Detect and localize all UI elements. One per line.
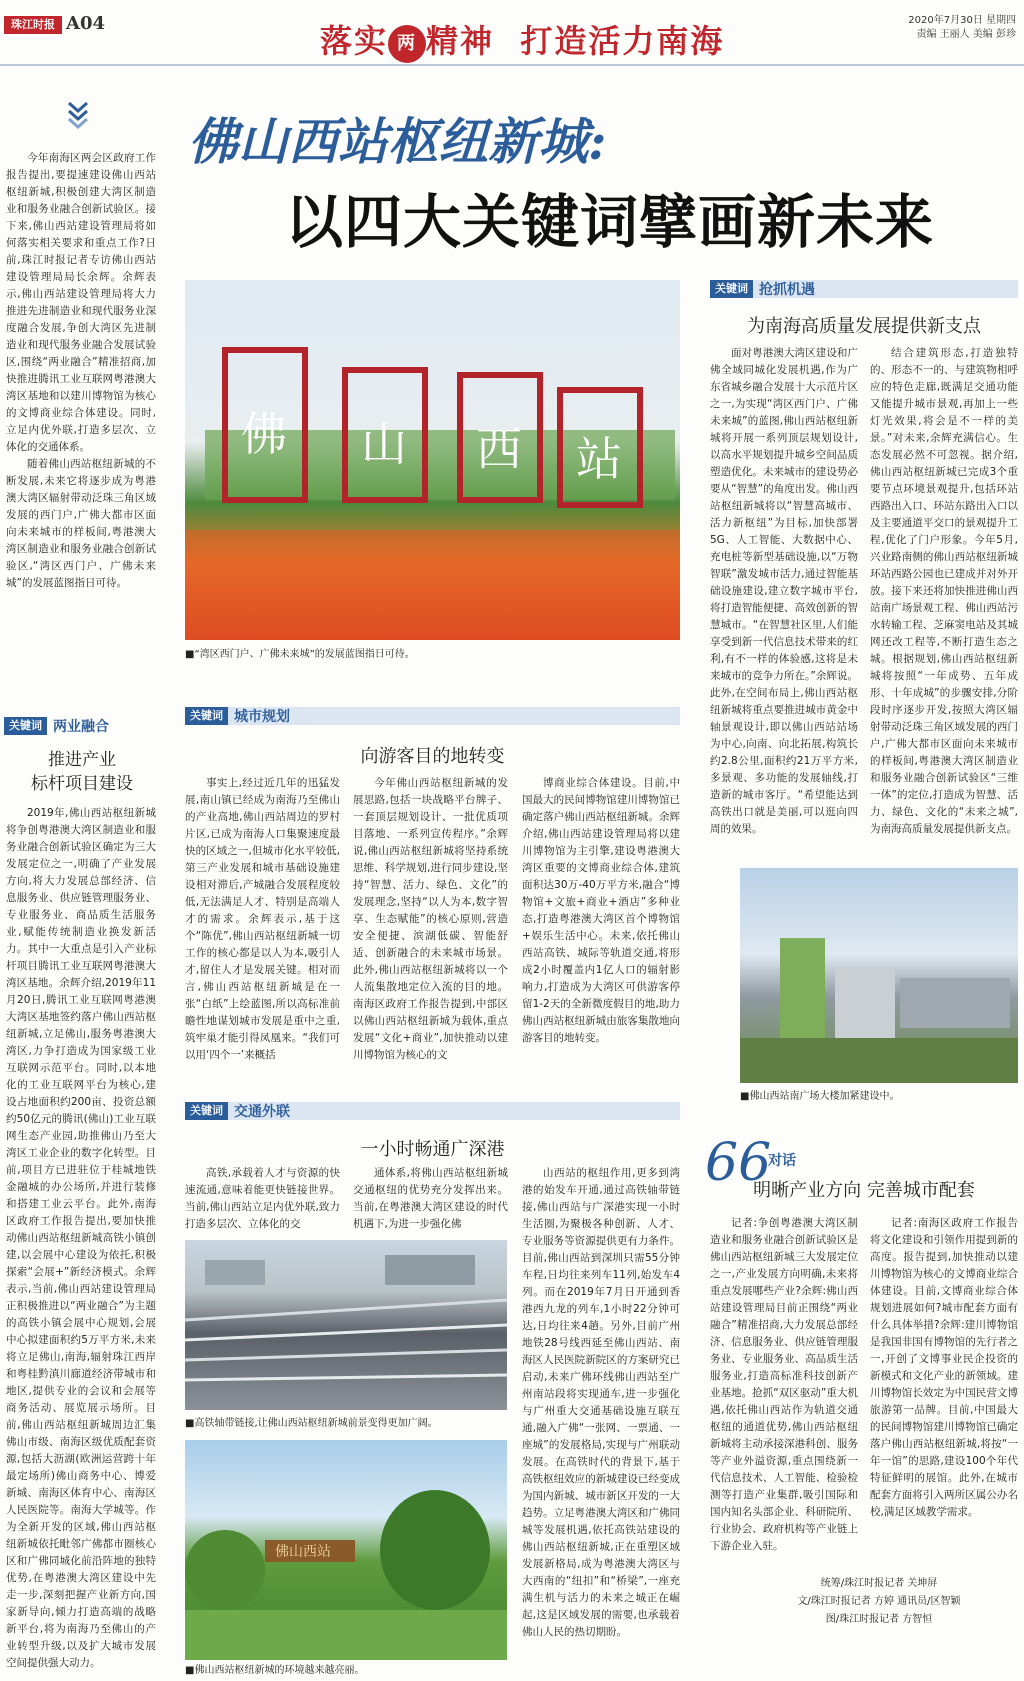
section-subhead-3: 一小时畅通广深港 (360, 1139, 505, 1160)
newspaper-logo: 珠江时报 (4, 16, 62, 34)
building-site (740, 868, 1018, 1083)
subhead-line-2: 标杆项目建设 (31, 774, 133, 794)
section-3-col-2: 通体系,将佛山西站枢纽新城交通枢纽的优势充分发挥出来。当前,在粤港澳大湾区建设的时代机遇下,为进一步强化佛 (353, 1167, 508, 1230)
railway-photo-caption: ■高铁轴带链接,让佛山西站枢纽新城前景变得更加广阔。 (185, 1418, 438, 1429)
section-3-col-3: 山西站的枢纽作用,更多到湾港的始发车开通,通过高铁轴带链接,佛山西站与广深港实现一小时生活圈,为聚极各种创新、人才、专业服务等资源提供更有力条件。目前,佛山西站到深圳只需55分钟车程,日均往来列车11列,始发车4列。而在2019年7月日开通到香港西九龙的列车,1小时22分钟可达,日均往来4趟。另外,目前广州地铁28号线西延至佛山西站、南海区人民医院新院区的方案研究已启动,未来广佛环线佛山西站至广州南站段将实现通车,进一步强化与广州重大交通基础设施互联互通,融入广佛“一张网、一票通、一座城”的发展格局,实现与广州联动发展。在高铁时代的背景下,基于高铁枢纽效应的新城建设已经变成为国内新城、城市新区开发的一大趋势。立足粤港澳大湾区和广佛同城等发展机遇,依托高铁站建设的佛山西站枢纽新城,正在重塑区域发展新格局,成为粤港澳大湾区与大西南的“纽扣”和“桥梁”,一座充满生机与活力的未来之城正在崛起,这是区域发展的需要,也承载着佛山人民的热切期盼。 (522, 1167, 680, 1638)
sign-char-3: 西 (476, 422, 522, 476)
section-subhead-1 (4, 748, 160, 796)
banner-mid: 精神 (426, 22, 495, 60)
train-tracks (185, 1240, 507, 1410)
sign-char-2: 山 (361, 417, 407, 471)
section-1-body: 2019年,佛山西站枢纽新城将争创粤港澳大湾区制造业和服务业融合创新试验区确定为三大发展定位之一,明确了产业发展方向,将大力发展总部经济、信息服务业、供应链管理服务业、专业服务业、商品质生活服务业,赋能传统制造业换发新活力。其中一大重点是引入产业标杆项目腾讯工业互联网粤港澳大湾区基地。余辉介绍,2019年11月20日,腾讯工业互联网粤港澳大湾区基地签约落户佛山西站枢纽新城,立足佛山,服务粤港澳大湾区,力争打造成为国家级工业互联网示范平台。同时,以本地化的工业互联网平台为核心,建设占地面积约200亩、投资总额约50亿元的腾讯(佛山)工业互联网生态产业园,助推佛山乃至大湾区工业企业的数字化转型。目前,项目方已进驻位于桂城地铁金融城的办公场所,并进行装修和搭建工业云平台。此外,南海区政府工作报告提出,要加快推动佛山西站枢纽新城高铁小镇创建,以会展中心建设为依托,积极探索“会展+”新经济模式。余辉表示,当前,佛山西站建设管理局正积极推进以“两业融合”为主题的高铁小镇会展中心规划,会展中心拟建面积约5万平方米,未来将立足佛山,南海,辐射珠江西岸和粤桂黔滇川廊道经济带城市和地区,提供专业的会议和会展等商务活动、展览展示场所。目前,佛山西站枢纽新城周边汇集佛山市级、南海区级优质配套资源,包括大沥湖(欧洲运营跨十年最定场所)佛山商务中心、博爱新城、南海区体育中心、南海区人民医院等。南海大学城等。作为全新开发的区域,佛山西站枢纽新城依托毗邻广佛都市圈核心区和广佛同城化前沿阵地的独特优势,在粤港澳大湾区建设中先走一步,深刻把握产业新方向,国家新导向,倾力打造高端的战略新平台,将为南海乃至佛山的产业转型升级,以及扩大城市发展空间提供强大动力。 (6, 807, 156, 1669)
credit-line-2: 文/珠江时报记者 方婷 通讯员/区智颖 (797, 1596, 961, 1607)
subhead-line-1: 推进产业 (48, 750, 116, 770)
page-number: A04 (66, 13, 106, 34)
credit-line-3: 图/珠江时报记者 方智恒 (825, 1614, 933, 1625)
intro-paragraph-2: 随着佛山西站枢纽新城的不断发展,未来它将逐步成为粤港澳大湾区辐射带动泛珠三角区域发展的西门户,广佛大都市区面向未来城市的样板间,粤港澳大湾区制造业和服务业融合创新试验区,“湾区西门户、广佛未来城”的发展蓝图指日可待。 (6, 458, 156, 589)
section-title: 两业融合 (53, 719, 109, 735)
landscape-photo (185, 1440, 507, 1660)
section-4-col-1: 面对粤港澳大湾区建设和广佛全域同城化发展机遇,作为广东省城乡融合发展十大示范片区之一,为实现“湾区西门户、广佛未来城”的蓝图,佛山西站枢纽新城将开展一系列顶层规划设计,以高水平规划提升城乡空间品质塑造优化。未来城市的建设势必要从“智慧”的角度出发。佛山西站枢纽新城将以“智慧高城市、活力新枢纽”为目标,加快部署5G、人工智能、大数据中心、充电桩等新型基础设施,以“万物智联”激发城市活力,通过智能基础设施建设,建立数字城市平台,将打造智能便捷、高效创新的智慧城市。“在智慧社区里,人们能享受到新一代信息技术带来的红利,有不一样的体验感,这将是未来城市的竞争力所在。”余辉说。此外,在空间布局上,佛山西站枢纽新城将重点要推进城市黄金中轴景观设计,即以佛山西站站场为中心,向南、向北拓展,构筑长约2.8公里,面积约21万平方米,多景观、多功能的发展轴线,打造新的城市客厅。“希望能达到高铁出口就是美丽,可以逛向四周的效果。 (710, 347, 858, 835)
banner-slogan (320, 16, 725, 92)
section-tag-liangye (4, 715, 164, 737)
editors: 责编 王丽人 美编 彭珍 (916, 29, 1016, 40)
section-tag-jiaotong (185, 1100, 290, 1122)
section-subhead-4: 为南海高质量发展提供新支点 (747, 316, 981, 337)
keyword-badge: 关键词 (710, 280, 753, 298)
credit-line-1: 统筹/珠江时报记者 关坤屏 (820, 1578, 938, 1589)
construction-photo (740, 868, 1018, 1083)
dialogue-col-1: 记者:争创粤港澳大湾区制造业和服务业融合创新试验区是佛山西站枢纽新城三大发展定位之一,产业发展方向明确,未来将重点发展哪些产业?余辉:佛山西站建设管理局目前正围绕“两业融合”精准招商,大力发展总部经济、信息服务业、供应链管理服务业、专业服务业、高品质生活服务业,打造高标准科技创新产业基地。抢抓“双区驱动”重大机遇,依托佛山西站作为轨道交通枢纽的通道优势,佛山西站枢纽新城将主动承接深港科创、服务等产业外溢资源,重点围绕新一代信息技术、人工智能、检验检测等打造产业集群,吸引国际和国内知名头部企业、科研院所、行业协会、政府机构等产业链上下游企业入驻。 (710, 1217, 858, 1552)
top-rule (0, 64, 1024, 66)
section-tag-jiyu (710, 278, 815, 300)
banner-left: 落实 (320, 22, 389, 60)
sign-char-1: 佛 (241, 407, 287, 461)
section-2-col-2: 今年佛山西站枢纽新城的发展思路,包括一块战略平台牌子、一套顶层规划设计、一批优质项目落地、一系列宣传程序。”余辉说,佛山西站枢纽新城将坚持系统思维、科学规划,进行同步建设,坚持“智慧、活力、绿色、文化”的发展理念,坚持“以人为本,数字智享、生态赋能”的核心原则,营造安全便捷、滨湖低碳、智能舒适、创新融合的未来城市场景。此外,佛山西站枢纽新城将以一个人流集散地定位入流的目的地。南海区政府工作报告提到,中部区以佛山西站枢纽新城为载体,重点发展“文化+商业”,加快推动以建川博物馆为核心的文 (353, 777, 508, 1061)
lead-photo (185, 280, 680, 640)
date: 2020年7月30日 星期四 (908, 15, 1016, 26)
article-headline: 以四大关键词擘画新未来 (285, 188, 935, 256)
keyword-badge: 关键词 (185, 707, 228, 725)
landscape-photo-caption: ■佛山西站枢纽新城的环境越来越亮丽。 (185, 1665, 365, 1676)
section-4-col-2: 结合建筑形态,打造独特的、形态不一的、与建筑物相呼应的特色走廊,既满足交通功能又能提升城市景观,再加上一些灯光效果,将会是不一样的美景。”对未来,余辉充满信心。生态发展必然不可忽视。据介绍,佛山西站枢纽新城已完成3个重要节点环境景观提升,包括环站西路出入口、环站东路出入口以及主要通道平交口的景观提升工程,优化了门户形象。今年5月,兴业路南侧的佛山西站枢纽新城环站西路公园也已建成并对外开放。接下来还将加快推进佛山西站南广场景观工程、佛山西站污水转输工程、芝麻窦电站及其城网还改工程等,不断打造生态之城。根据规划,佛山西站枢纽新城将按照“一年成势、五年成形、十年成城”的步骤安排,分阶段时序逐步开发,按照大湾区辐射带动泛珠三角区域发展的西门户,广佛大都市区面向未来城市的样板间,粤港澳大湾区制造业和服务业融合创新试验区“三维一体”的定位,打造成为智慧、活力、绿色、文化的“未来之城”,为南海高质量发展提供新支点。 (870, 347, 1018, 835)
intro-paragraph-1: 今年南海区两会区政府工作报告提出,要提速建设佛山西站枢纽新城,积极创建大湾区制造业和服务业融合创新试验区。接下来,佛山西站建设管理局将如何落实相关要求和重点工作?日前,珠江时报记者专访佛山西站建设管理局局长余辉。余辉表示,佛山西站建设管理局将大力推进先进制造业和现代服务业深度融合发展,争创大湾区先进制造业和现代服务业融合发展试验区,围绕“两业融合”精准招商,加快推进腾讯工业互联网粤港澳大湾区基地和以建川博物馆为核心的文博商业综合体建设。同时,立足内优外联,打造多层次、立体化的交通体系。 (6, 152, 156, 453)
intro-column (6, 150, 156, 675)
section-3-col-1: 高铁,承载着人才与资源的快速流通,意味着能更快链接世界。当前,佛山西站立足内优外联,致力打造多层次、立体化的交 (185, 1167, 340, 1230)
chevron-down-icon (65, 100, 91, 128)
dialogue-subhead: 明晰产业方向 完善城市配套 (753, 1180, 975, 1201)
section-title: 城市规划 (234, 709, 290, 725)
section-tag-chengshi (185, 705, 290, 727)
construction-photo-caption: ■佛山西站南广场大楼加紧建设中。 (740, 1091, 900, 1102)
sign-char-4: 站 (576, 432, 622, 486)
credits (740, 1575, 1018, 1629)
article-kicker: 佛山西站枢纽新城: (188, 112, 607, 171)
railway-photo (185, 1240, 507, 1410)
sign-sculpture (185, 280, 680, 640)
banner-right: 打造活力南海 (520, 22, 725, 60)
station-sign (185, 1440, 507, 1660)
section-subhead-2: 向游客目的地转变 (360, 746, 505, 767)
dialogue-label: 对话 (768, 1153, 796, 1169)
station-sign-text: 佛山西站 (275, 1544, 331, 1560)
section-2-col-3: 博商业综合体建设。目前,中国最大的民间博物馆建川博物馆已确定落户佛山西站枢纽新城。余辉介绍,佛山西站建设管理局将以建川博物馆为主引擎,建设粤港澳大湾区重要的文博商业综合体,建筑面积达30万-40万平方米,融合“博物馆+文旅+商业+酒店”多种业态,打造粤港澳大湾区首个博物馆+娱乐生活中心。未来,依托佛山西站高铁、城际等轨道交通,将形成2小时覆盖内1亿人口的辐射影响力,打造成为大湾区可供游客停留1-2天的全新微度假目的地,助力佛山西站枢纽新城由旅客集散地向游客目的地转变。 (522, 777, 680, 1044)
lead-photo-caption: ■“湾区西门户、广佛未来城”的发展蓝图指日可待。 (185, 649, 415, 660)
dialogue-quote-mark: 66 (705, 1133, 772, 1193)
section-title: 交通外联 (234, 1104, 290, 1120)
dialogue-col-2: 记者:南海区政府工作报告将文化建设和引领作用提到新的高度。报告提到,加快推动以建川博物馆为核心的文博商业综合体建设。目前,文博商业综合体规划进展如何?城市配套方面有什么具体举措?余辉:建川博物馆是我国非国有博物馆的先行者之一,开创了文博事业民企投资的新模式和文化产业的新领域。建川博物馆长效定为中国民营文博旅游第一品牌。目前,中国最大的民间博物馆建川博物馆已确定落户佛山西站枢纽新城,将按“一年一馆”的思路,建设100个年代特征鲜明的展馆。此外,在城市配套方面将引入两所区属公办名校,满足区域教学需求。 (870, 1217, 1018, 1518)
keyword-badge: 关键词 (185, 1102, 228, 1120)
banner-hui-badge: 两会 (388, 25, 426, 63)
section-2-col-1: 事实上,经过近几年的迅猛发展,南山镇已经成为南海乃至佛山的产业高地,佛山西站周边的罗村片区,已成为南海人口集聚速度最快的区域之一,但城市化水平较低,第三产业发展和城市基础设施建设相对滞后,产城融合发展程度较低,无法满足人才、特别是高端人才的需求。余辉表示,基于这个“陈优”,佛山西站枢纽新城一切工作的核心都是以人为本,吸引人才,留住人才是发展关键。相对而言,佛山西站枢纽新城是在一张“白纸”上绘蓝图,所以高标准前瞻性地谋划城市发展是重中之重,筑牢巢才能引得凤凰来。“我们可以用‘四个一’来概括 (185, 777, 340, 1061)
keyword-badge: 关键词 (4, 717, 47, 735)
section-title: 抢抓机遇 (759, 282, 815, 298)
dateline (908, 14, 1016, 42)
